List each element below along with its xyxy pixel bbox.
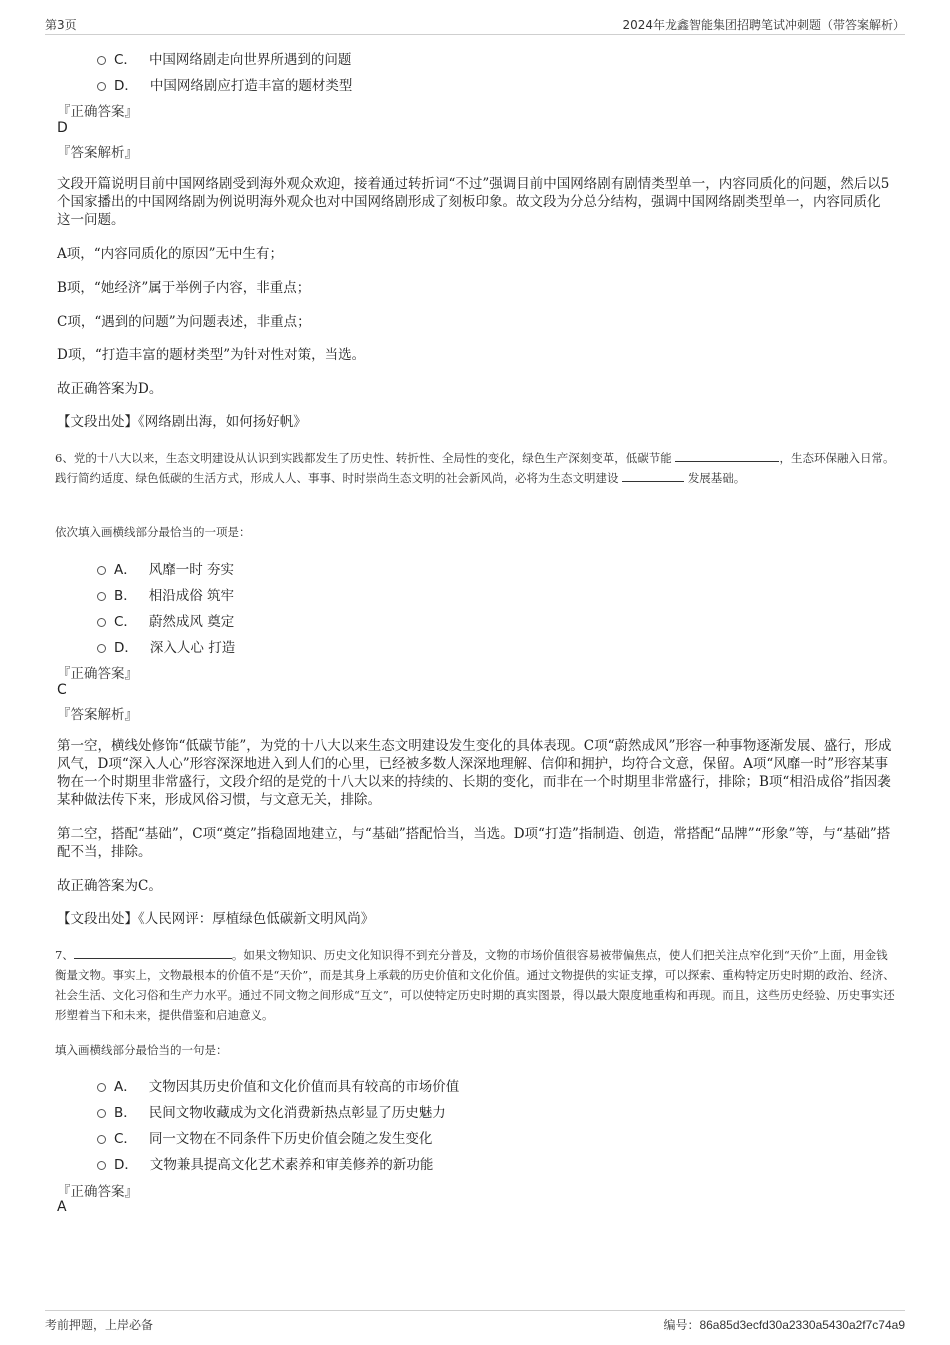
radio-icon xyxy=(97,1161,106,1170)
q7-answer: A xyxy=(57,1199,67,1215)
q5-analysis-b: B项，“她经济”属于举例子内容，非重点； xyxy=(57,280,311,296)
q7-stem: 7、 。如果文物知识、历史文化知识得不到充分普及，文物的市场价值很容易被带偏焦点，使人们把关注点窄化到“天价”上面，用金钱衡量文物。事实上，文物最根本的价值不是“天价”，而是其身上承载的历史价值和文化价值。通过文物提供的实证支撑，可以探索、重构特定历史时期的政治、经济、社会生活、文化习俗和生产力水平。通过不同文物之间形成“互文”，可以使特定历史时期的真实图景，得以最大限度地重构和再现。而且，这些历史经验、历史事实还形塑着当下和未来，提供借鉴和启迪意义。 xyxy=(55,948,895,1022)
document-title: 2024年龙鑫智能集团招聘笔试冲刺题（带答案解析） xyxy=(622,18,905,32)
q6-option-a[interactable]: A． 风靡一时 夯实 xyxy=(97,558,234,578)
footer-slogan: 考前押题，上岸必备 xyxy=(45,1318,154,1332)
page-header xyxy=(45,14,905,35)
radio-icon xyxy=(97,1135,106,1144)
q7-prompt: 填入画横线部分最恰当的一句是： xyxy=(55,1043,228,1057)
q6-blank-1 xyxy=(675,449,779,462)
q7-option-b[interactable]: B． 民间文物收藏成为文化消费新热点彰显了历史魅力 xyxy=(97,1101,446,1121)
q5-analysis-label: 『答案解析』 xyxy=(57,145,138,161)
q5-answer-label: 『正确答案』 xyxy=(57,104,138,120)
q6-analysis-label: 『答案解析』 xyxy=(57,707,138,723)
page-number: 第3页 xyxy=(45,18,77,32)
q5-conclusion: 故正确答案为D。 xyxy=(57,381,163,397)
radio-icon xyxy=(97,1109,106,1118)
q6-option-b[interactable]: B． 相沿成俗 筑牢 xyxy=(97,584,234,604)
q6-stem: 6、党的十八大以来，生态文明建设从认识到实践都发生了历史性、转折性、全局性的变化，绿色生产深刻变革，低碳节能 ，生态环保融入日常。践行简约适度、绿色低碳的生活方式，形成人人、事事、时时崇尚生态文明的社会新风尚，必将为生态文明建设 发展基础。 xyxy=(55,451,895,485)
q5-option-c[interactable]: C． 中国网络剧走向世界所遇到的问题 xyxy=(97,48,351,68)
radio-icon xyxy=(97,82,106,91)
q6-analysis-blank2: 第二空，搭配“基础”，C项“奠定”指稳固地建立，与“基础”搭配恰当，当选。D项“打造”指制造、创造，常搭配“品牌”“形象”等，与“基础”搭配不当，排除。 xyxy=(57,826,891,860)
q6-blank-2 xyxy=(622,469,684,482)
q7-option-a[interactable]: A． 文物因其历史价值和文化价值而具有较高的市场价值 xyxy=(97,1075,459,1095)
radio-icon xyxy=(97,592,106,601)
radio-icon xyxy=(97,1083,106,1092)
q5-source: 【文段出处】《网络剧出海，如何扬好帆》 xyxy=(57,414,307,430)
radio-icon xyxy=(97,644,106,653)
q6-answer: C xyxy=(57,682,67,698)
q6-option-d[interactable]: D． 深入人心 打造 xyxy=(97,636,235,656)
q5-analysis-para: 文段开篇说明目前中国网络剧受到海外观众欢迎，接着通过转折词“不过”强调目前中国网络剧有剧情类型单一，内容同质化的问题，然后以5个国家播出的中国网络剧为例说明海外观众也对中国网络剧形成了刻板印象。故文段为分总分结构，强调中国网络剧类型单一，内容同质化这一问题。 xyxy=(57,176,890,228)
q5-answer: D xyxy=(57,120,68,136)
q5-option-d[interactable]: D． 中国网络剧应打造丰富的题材类型 xyxy=(97,74,352,94)
footer-code: 编号：86a85d3ecfd30a2330a5430a2f7c74a9 xyxy=(663,1318,905,1332)
q5-analysis-c: C项，“遇到的问题”为问题表述，非重点； xyxy=(57,314,311,330)
q6-analysis-blank1: 第一空，横线处修饰“低碳节能”，为党的十八大以来生态文明建设发生变化的具体表现。C项“蔚然成风”形容一种事物逐渐发展、盛行，形成风气，D项“深入人心”形容深深地进入到人们的心里，已经被多数人深深地理解、信仰和拥护，均符合文意，保留。A项“风靡一时”形容某事物在一个时期里非常盛行，文段介绍的是党的十八大以来的持续的、长期的变化，而非在一个时期里非常盛行，排除；B项“相沿成俗”指因袭某种做法传下来，形成风俗习惯，与文意无关，排除。 xyxy=(57,738,892,808)
q7-option-c[interactable]: C． 同一文物在不同条件下历史价值会随之发生变化 xyxy=(97,1127,432,1147)
q6-answer-label: 『正确答案』 xyxy=(57,666,138,682)
q7-blank xyxy=(74,946,232,959)
q6-prompt: 依次填入画横线部分最恰当的一项是： xyxy=(55,525,251,539)
radio-icon xyxy=(97,566,106,575)
q7-answer-label: 『正确答案』 xyxy=(57,1184,138,1200)
q6-conclusion: 故正确答案为C。 xyxy=(57,878,162,894)
page-footer xyxy=(45,1310,905,1335)
radio-icon xyxy=(97,618,106,627)
q6-option-c[interactable]: C． 蔚然成风 奠定 xyxy=(97,610,234,630)
radio-icon xyxy=(97,56,106,65)
q5-analysis-a: A项，“内容同质化的原因”无中生有； xyxy=(57,246,284,262)
q6-source: 【文段出处】《人民网评：厚植绿色低碳新文明风尚》 xyxy=(57,911,375,927)
q7-option-d[interactable]: D． 文物兼具提高文化艺术素养和审美修养的新功能 xyxy=(97,1153,433,1173)
q5-analysis-d: D项，“打造丰富的题材类型”为针对性对策，当选。 xyxy=(57,347,366,363)
